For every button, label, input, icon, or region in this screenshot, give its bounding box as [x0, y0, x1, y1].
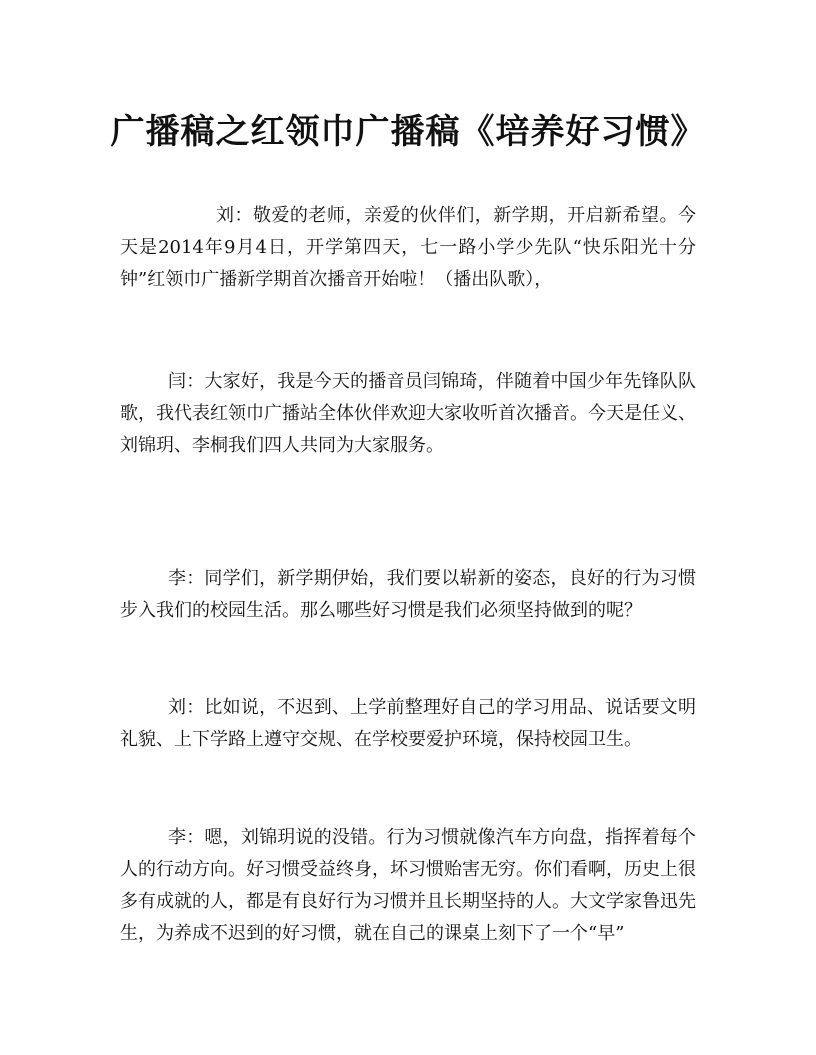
paragraph-introduction: 闫：大家好，我是今天的播音员闫锦琦，伴随着中国少年先锋队队歌，我代表红领巾广播站全体伙伴欢迎大家收听首次播音。今天是任义、刘锦玥、李桐我们四人共同为大家服务。: [120, 371, 696, 456]
document-title: 广播稿之红领巾广播稿《培养好习惯》: [110, 112, 706, 152]
paragraph-question: 李：同学们，新学期伊始，我们要以崭新的姿态，良好的行为习惯步入我们的校园生活。那么哪些好习惯是我们必须坚持做到的呢？: [120, 568, 696, 621]
paragraph-opening: 刘：敬爱的老师，亲爱的伙伴们，新学期，开启新希望。今天是2014年9月4日，开学第四天，七一路小学少先队“快乐阳光十分钟”红领巾广播新学期首次播音开始啦！（播出队歌），: [120, 205, 696, 290]
paragraph-habits: 李：嗯，刘锦玥说的没错。行为习惯就像汽车方向盘，指挥着每个人的行动方向。好习惯受益终身，坏习惯贻害无穷。你们看啊，历史上很多有成就的人，都是有良好行为习惯并且长期坚持的人。大文学家鲁迅先生，为养成不迟到的好习惯，就在自己的课桌上刻下了一个“早”: [120, 827, 696, 944]
paragraph-examples: 刘：比如说，不迟到、上学前整理好自己的学习用品、说话要文明礼貌、上下学路上遵守交规、在学校要爱护环境，保持校园卫生。: [120, 697, 696, 750]
